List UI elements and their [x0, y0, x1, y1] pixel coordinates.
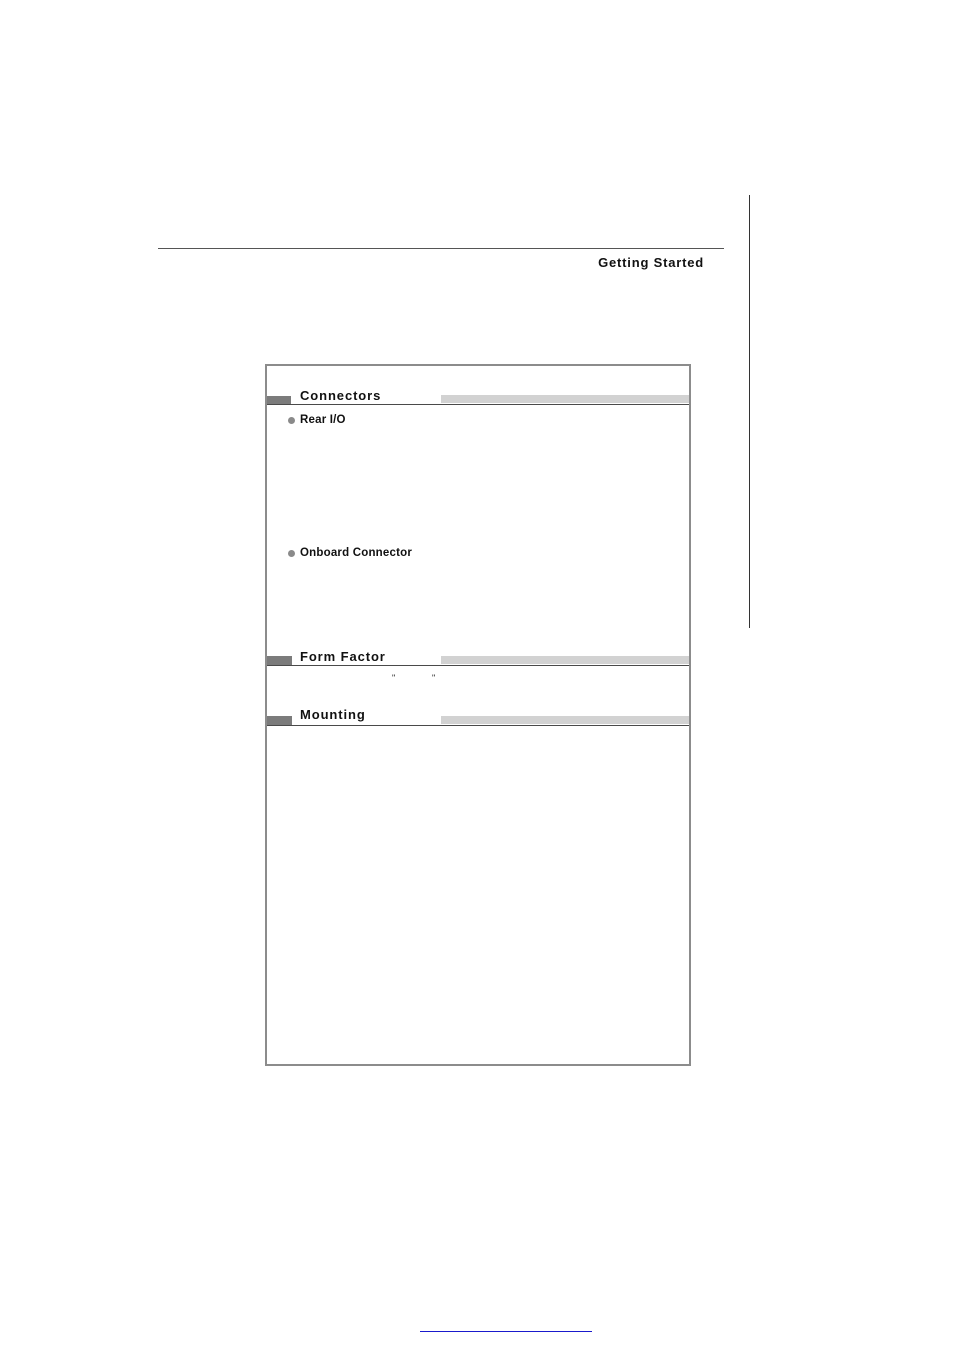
section-tab-marker [267, 716, 292, 725]
mounting-section-title: Mounting [300, 707, 366, 722]
section-header-rule [267, 725, 689, 726]
section-tab-marker [267, 396, 291, 404]
bullet-icon [288, 417, 295, 424]
section-header-band [441, 395, 689, 403]
form-factor-quote-mark: " [392, 673, 396, 683]
connectors-section-title: Connectors [300, 388, 382, 403]
page-header-title: Getting Started [598, 255, 704, 270]
bullet-icon [288, 550, 295, 557]
onboard-connector-label: Onboard Connector [300, 547, 413, 559]
section-tab-marker [267, 656, 292, 665]
onboard-connector-item [288, 545, 412, 561]
rear-io-label: Rear I/O [300, 414, 346, 426]
section-header-rule [267, 404, 689, 405]
specifications-panel [265, 364, 691, 1066]
footer-link-underline[interactable] [420, 1331, 592, 1332]
rear-io-item [288, 412, 346, 428]
form-factor-section-title: Form Factor [300, 649, 386, 664]
section-header-band [441, 716, 689, 724]
form-factor-quote-mark: " [432, 673, 436, 683]
section-header-band [441, 656, 689, 664]
header-rule [158, 248, 724, 249]
page-edge-vertical-rule [749, 195, 750, 628]
section-header-rule [267, 665, 689, 666]
